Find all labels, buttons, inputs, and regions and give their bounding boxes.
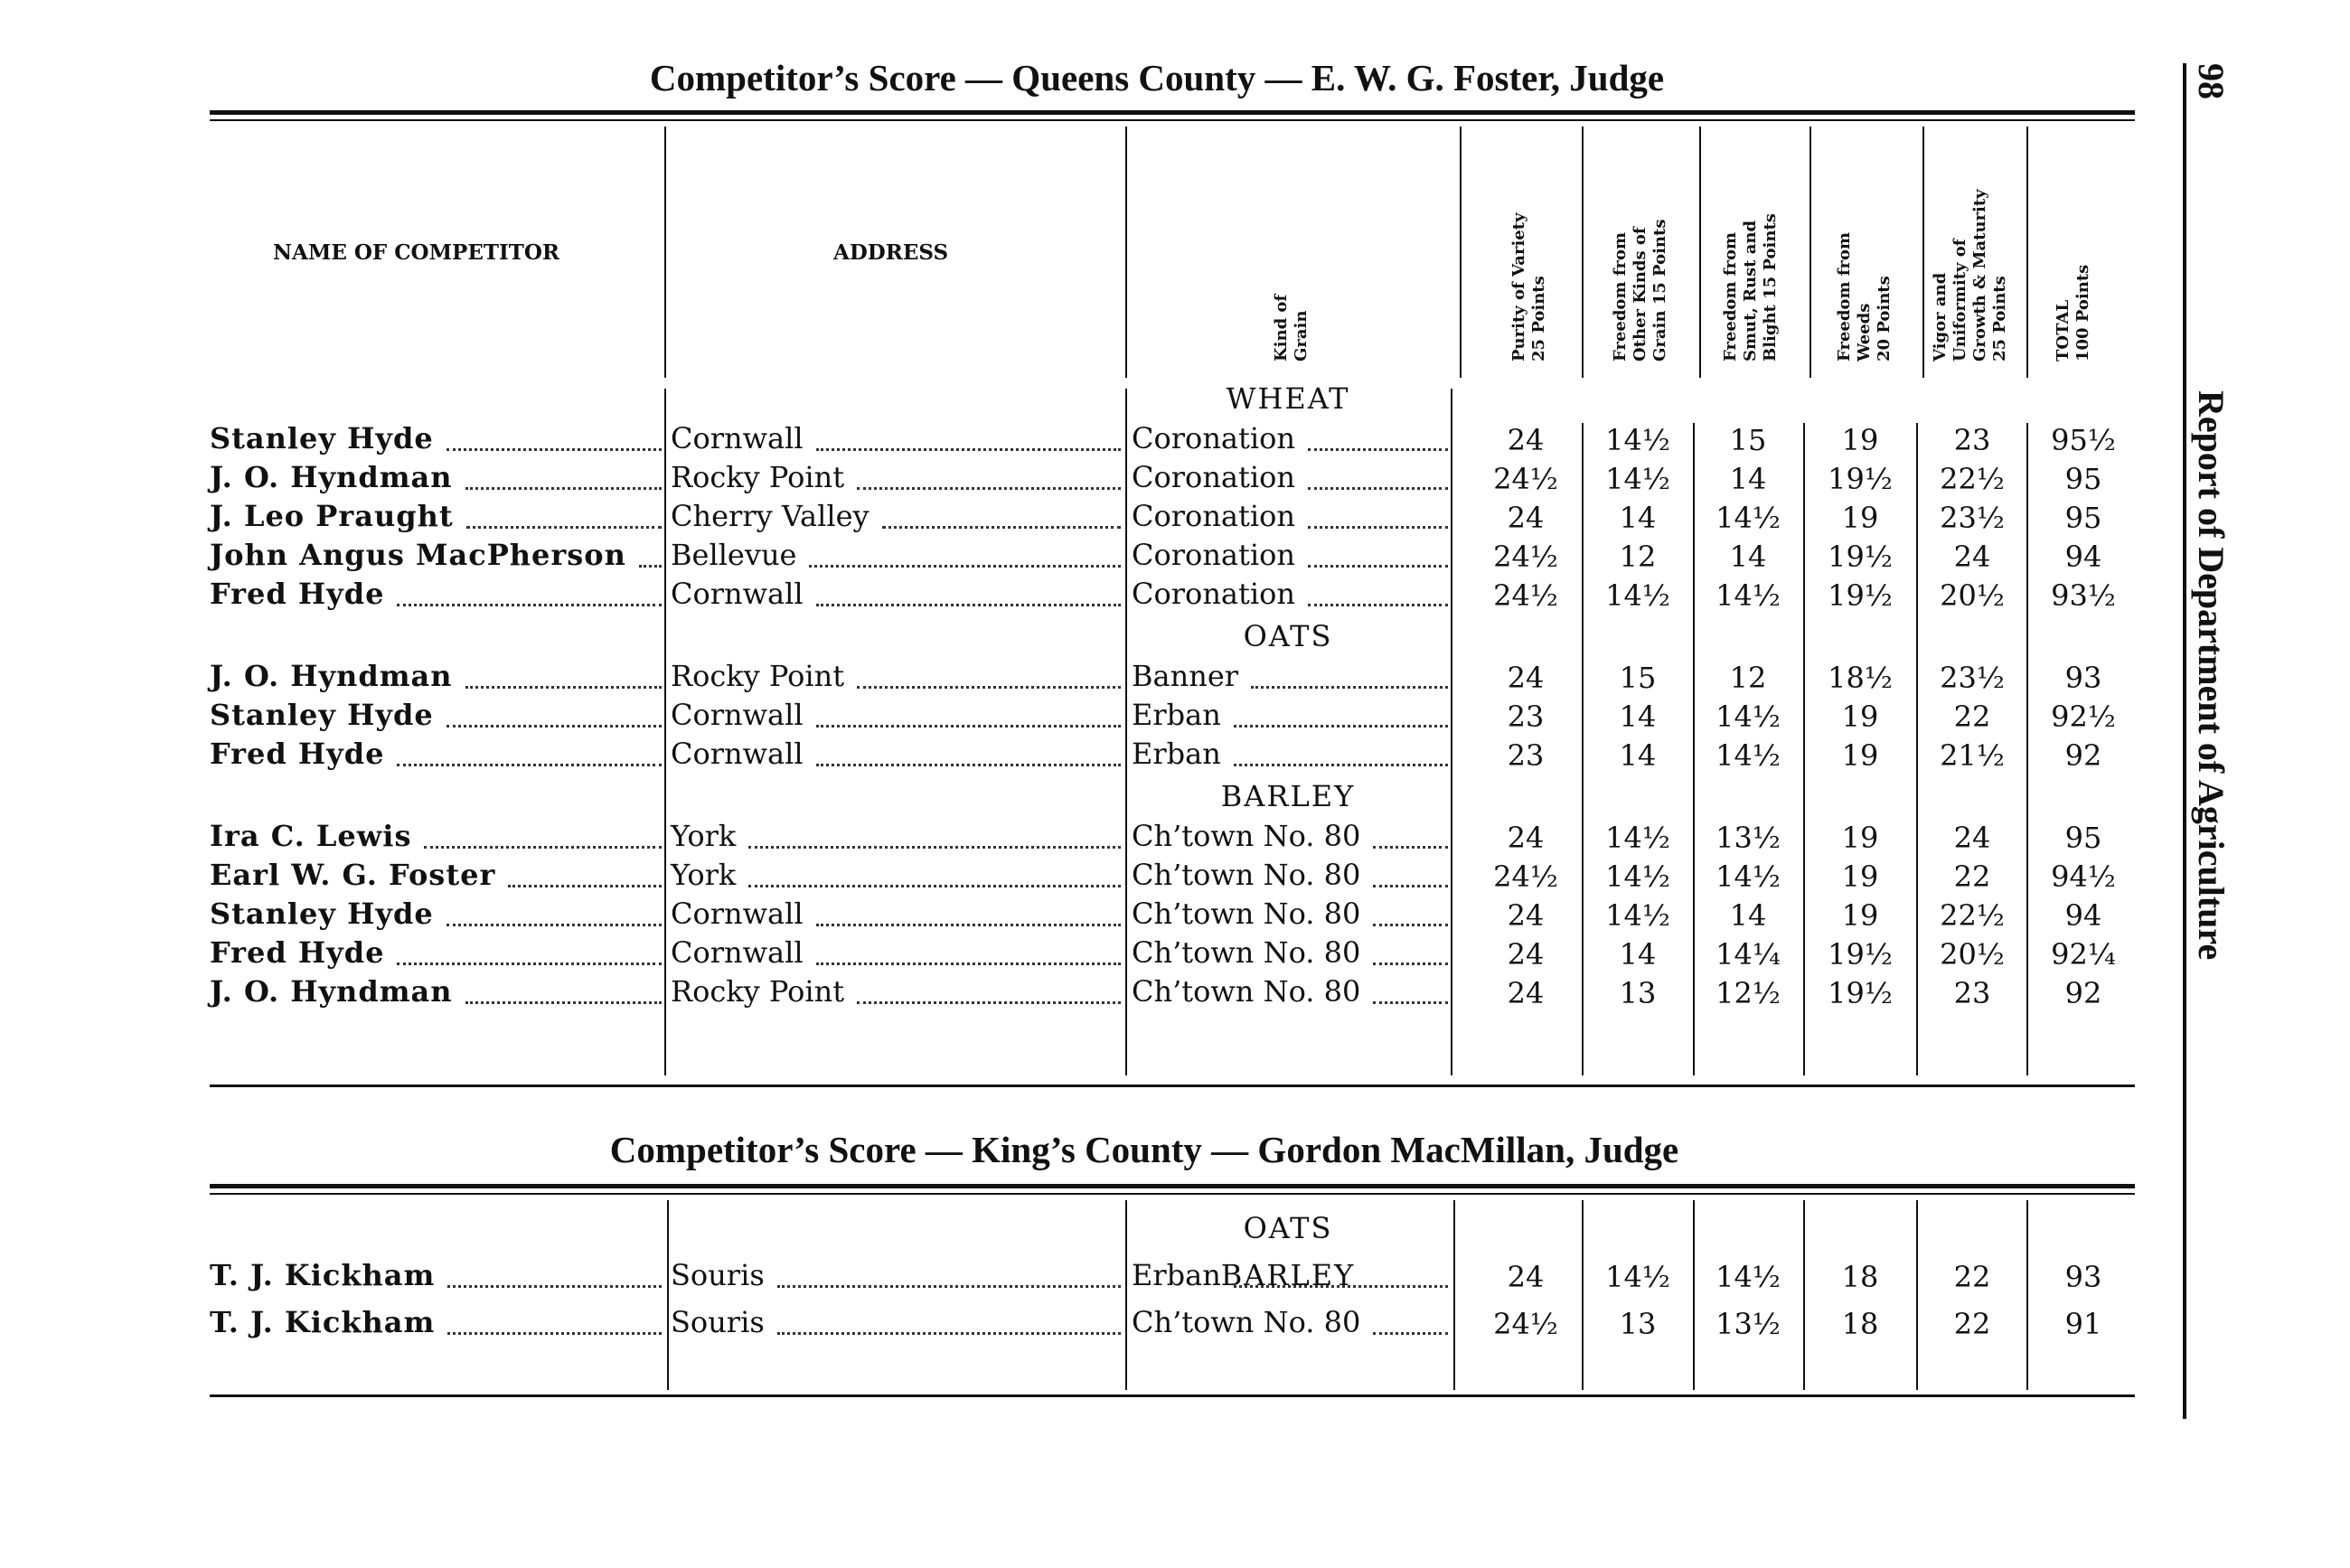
score-cell: 15 [1729, 423, 1767, 457]
dot-leader [816, 764, 1121, 766]
grain-variety: Banner [1132, 659, 1239, 693]
grain-variety: Coronation [1132, 577, 1295, 611]
score-cell: 24 [1507, 898, 1545, 933]
competitor-address: York [671, 858, 737, 892]
score-cell: 23 [1507, 738, 1545, 773]
score-cell: 24 [1953, 540, 1991, 574]
score-cell: 92 [2064, 976, 2102, 1010]
score-cell: 14½ [1605, 462, 1670, 496]
header-divider [1699, 127, 1701, 378]
score-cell: 24 [1507, 1260, 1545, 1294]
competitor-name: Fred Hyde [210, 577, 385, 611]
kings-divider [1582, 1200, 1584, 1390]
grain-variety: Erban [1132, 698, 1221, 732]
dot-leader [777, 1285, 1121, 1288]
score-cell: 93½ [2051, 578, 2116, 613]
grain-variety: Coronation [1132, 460, 1295, 494]
section-heading: OATS [1243, 619, 1333, 653]
kings-double-rule-2 [210, 1193, 2135, 1195]
header-divider [1460, 127, 1462, 378]
score-cell: 22½ [1940, 462, 2005, 496]
competitor-address: Rocky Point [671, 974, 845, 1009]
score-cell: 20½ [1940, 578, 2005, 613]
score-cell: 12 [1729, 661, 1767, 695]
kings-divider [1125, 1200, 1127, 1390]
score-cell: 24 [1507, 821, 1545, 855]
score-cell: 24½ [1493, 540, 1558, 574]
competitor-name: Ira C. Lewis [210, 819, 412, 853]
dot-leader [1234, 764, 1448, 766]
score-cell: 19 [1841, 859, 1879, 894]
score-cell: 14½ [1605, 578, 1670, 613]
body-divider [1451, 389, 1452, 1075]
competitor-name: J. Leo Praught [210, 499, 454, 533]
column-header-freedom-other-grain: Freedom from Other Kinds of Grain 15 Points [1611, 219, 1669, 361]
dot-leader [446, 725, 662, 728]
dot-leader [816, 448, 1121, 451]
score-cell: 14 [1729, 462, 1767, 496]
kings-bottom-rule [210, 1394, 2135, 1397]
grain-variety: Coronation [1132, 421, 1295, 455]
body-divider [1125, 389, 1127, 1075]
score-cell: 14 [1729, 540, 1767, 574]
kings-divider [1916, 1200, 1918, 1390]
score-cell: 18 [1841, 1307, 1879, 1341]
dot-leader [447, 1332, 662, 1335]
competitor-name: T. J. Kickham [210, 1305, 436, 1339]
score-cell: 14 [1619, 738, 1657, 773]
dot-leader [816, 924, 1121, 926]
dot-leader [446, 924, 662, 926]
score-cell: 18 [1841, 1260, 1879, 1294]
score-cell: 19 [1841, 423, 1879, 457]
score-cell: 92½ [2051, 699, 2116, 734]
dot-leader [777, 1332, 1121, 1335]
score-cell: 14½ [1605, 898, 1670, 933]
dot-leader [748, 846, 1121, 849]
score-cell: 19 [1841, 898, 1879, 933]
score-cell: 20½ [1940, 937, 2005, 972]
score-cell: 23 [1507, 699, 1545, 734]
score-cell: 14 [1729, 898, 1767, 933]
score-cell: 23 [1953, 423, 1991, 457]
score-cell: 19 [1841, 699, 1879, 734]
header-divider [1125, 127, 1127, 378]
score-cell: 24½ [1493, 462, 1558, 496]
page-number: 98 [2191, 63, 2232, 99]
score-cell: 18½ [1828, 661, 1893, 695]
score-cell: 24½ [1493, 578, 1558, 613]
score-cell: 94 [2064, 898, 2102, 933]
score-cell: 12½ [1716, 976, 1781, 1010]
competitor-address: Rocky Point [671, 460, 845, 494]
competitor-address: Cornwall [671, 935, 804, 970]
dot-leader [882, 526, 1121, 529]
score-cell: 14½ [1716, 1260, 1781, 1294]
dot-leader [857, 686, 1121, 689]
dot-leader [446, 448, 662, 451]
score-cell: 13 [1619, 976, 1657, 1010]
grain-variety: Ch’town No. 80 [1132, 819, 1361, 853]
column-header-name: NAME OF COMPETITOR [273, 240, 560, 265]
score-cell: 93 [2064, 661, 2102, 695]
queens-table-title: Competitor’s Score — Queens County — E. W. G. Foster, Judge [649, 57, 1665, 99]
score-cell: 14 [1619, 937, 1657, 972]
score-cell: 22 [1953, 1260, 1991, 1294]
section-heading: WHEAT [1226, 381, 1350, 416]
score-cell: 95 [2064, 821, 2102, 855]
header-divider [1922, 127, 1924, 378]
column-header-kind-of-grain: Kind of Grain [1272, 294, 1311, 361]
dot-leader [397, 764, 662, 766]
score-cell: 94½ [2051, 859, 2116, 894]
grain-variety: Ch’town No. 80 [1132, 935, 1361, 970]
score-cell: 23½ [1940, 661, 2005, 695]
dot-leader [1308, 526, 1448, 529]
score-cell: 95 [2064, 462, 2102, 496]
score-cell: 14½ [1605, 423, 1670, 457]
score-cell: 14½ [1716, 501, 1781, 535]
section-heading: OATS [1243, 1211, 1333, 1245]
score-cell: 24 [1507, 976, 1545, 1010]
score-cell: 14½ [1605, 821, 1670, 855]
dot-leader [809, 565, 1121, 568]
grain-variety: Erban [1132, 1258, 1221, 1292]
score-cell: 24 [1507, 937, 1545, 972]
top-double-rule-1 [210, 110, 2135, 115]
score-cell: 22 [1953, 859, 1991, 894]
competitor-address: Cornwall [671, 737, 804, 771]
dot-leader [857, 487, 1121, 490]
dot-leader [465, 1001, 662, 1004]
score-cell: 14½ [1605, 1260, 1670, 1294]
score-cell: 19½ [1828, 540, 1893, 574]
dot-leader [1308, 487, 1448, 490]
section-heading: BARLEY [1220, 1258, 1356, 1292]
competitor-name: Earl W. G. Foster [210, 858, 496, 892]
dot-leader [1373, 1332, 1448, 1335]
score-cell: 95 [2064, 501, 2102, 535]
score-cell: 15 [1619, 661, 1657, 695]
competitor-address: Souris [671, 1258, 765, 1292]
competitor-address: Cornwall [671, 897, 804, 931]
competitor-name: T. J. Kickham [210, 1258, 436, 1292]
competitor-name: J. O. Hyndman [210, 460, 453, 494]
dot-leader [447, 1285, 662, 1288]
competitor-address: Bellevue [671, 538, 797, 572]
dot-leader [816, 725, 1121, 728]
grain-variety: Coronation [1132, 499, 1295, 533]
queens-bottom-rule [210, 1084, 2135, 1087]
score-cell: 14 [1619, 699, 1657, 734]
score-cell: 24 [1953, 821, 1991, 855]
competitor-address: Cherry Valley [671, 499, 870, 533]
score-cell: 14½ [1716, 738, 1781, 773]
column-header-address: ADDRESS [833, 240, 949, 265]
dot-leader [748, 885, 1121, 887]
dot-leader [1373, 885, 1448, 887]
dot-leader [1308, 565, 1448, 568]
header-divider [664, 127, 666, 378]
score-cell: 22 [1953, 1307, 1991, 1341]
score-cell: 19½ [1828, 462, 1893, 496]
kings-divider [1453, 1200, 1455, 1390]
score-cell: 92¼ [2051, 937, 2116, 972]
score-cell: 14 [1619, 501, 1657, 535]
column-header-freedom-smut: Freedom from Smut, Rust and Blight 15 Points [1721, 213, 1780, 361]
column-header-vigor: Vigor and Uniformity of Growth & Maturity 25 Points [1931, 189, 2009, 361]
score-cell: 24 [1507, 501, 1545, 535]
score-cell: 92 [2064, 738, 2102, 773]
dot-leader [1373, 962, 1448, 965]
score-cell: 23½ [1940, 501, 2005, 535]
score-cell: 23 [1953, 976, 1991, 1010]
score-cell: 91 [2064, 1307, 2102, 1341]
column-header-total: TOTAL 100 Points [2054, 264, 2092, 361]
dot-leader [1373, 1001, 1448, 1004]
dot-leader [508, 885, 662, 887]
competitor-address: Souris [671, 1305, 765, 1339]
kings-divider [2026, 1200, 2028, 1390]
score-cell: 94 [2064, 540, 2102, 574]
grain-variety: Ch’town No. 80 [1132, 897, 1361, 931]
kings-divider [1693, 1200, 1695, 1390]
competitor-address: Cornwall [671, 577, 804, 611]
competitor-name: Fred Hyde [210, 935, 385, 970]
score-cell: 24½ [1493, 859, 1558, 894]
grain-variety: Erban [1132, 737, 1221, 771]
score-cell: 13½ [1716, 821, 1781, 855]
dot-leader [465, 686, 662, 689]
body-divider [2026, 423, 2028, 1075]
score-cell: 19 [1841, 821, 1879, 855]
score-cell: 14½ [1605, 859, 1670, 894]
score-cell: 14½ [1716, 578, 1781, 613]
header-divider [2026, 127, 2028, 378]
dot-leader [424, 846, 662, 849]
dot-leader [397, 962, 662, 965]
competitor-name: J. O. Hyndman [210, 659, 453, 693]
score-cell: 14½ [1716, 859, 1781, 894]
dot-leader [857, 1001, 1121, 1004]
score-cell: 13½ [1716, 1307, 1781, 1341]
score-cell: 22½ [1940, 898, 2005, 933]
competitor-name: Fred Hyde [210, 737, 385, 771]
dot-leader [1308, 448, 1448, 451]
grain-variety: Ch’town No. 80 [1132, 858, 1361, 892]
score-cell: 93 [2064, 1260, 2102, 1294]
grain-variety: Ch’town No. 80 [1132, 1305, 1361, 1339]
competitor-name: J. O. Hyndman [210, 974, 453, 1009]
score-cell: 24 [1507, 423, 1545, 457]
competitor-address: York [671, 819, 737, 853]
column-header-purity: Purity of Variety 25 Points [1509, 212, 1548, 361]
header-divider [1582, 127, 1584, 378]
score-cell: 19 [1841, 738, 1879, 773]
grain-variety: Coronation [1132, 538, 1295, 572]
score-cell: 19½ [1828, 976, 1893, 1010]
dot-leader [639, 565, 662, 568]
dot-leader [1251, 686, 1448, 689]
margin-rule [2183, 63, 2186, 1419]
competitor-name: Stanley Hyde [210, 698, 434, 732]
dot-leader [465, 487, 662, 490]
score-cell: 22 [1953, 699, 1991, 734]
grain-variety: Ch’town No. 80 [1132, 974, 1361, 1009]
header-divider [1810, 127, 1811, 378]
competitor-address: Rocky Point [671, 659, 845, 693]
kings-double-rule-1 [210, 1184, 2135, 1188]
score-cell: 19½ [1828, 578, 1893, 613]
dot-leader [466, 526, 662, 529]
dot-leader [397, 604, 662, 606]
dot-leader [816, 604, 1121, 606]
score-cell: 24½ [1493, 1307, 1558, 1341]
kings-divider [1803, 1200, 1805, 1390]
competitor-name: Stanley Hyde [210, 897, 434, 931]
body-divider [664, 389, 666, 1075]
score-cell: 13 [1619, 1307, 1657, 1341]
score-cell: 12 [1619, 540, 1657, 574]
running-head: Report of Department of Agriculture [2191, 390, 2232, 961]
section-heading: BARLEY [1220, 779, 1356, 813]
score-cell: 19 [1841, 501, 1879, 535]
score-cell: 95½ [2051, 423, 2116, 457]
dot-leader [1373, 846, 1448, 849]
competitor-name: John Angus MacPherson [210, 538, 626, 572]
dot-leader [1308, 604, 1448, 606]
body-divider [1803, 423, 1805, 1075]
score-cell: 14¼ [1716, 937, 1781, 972]
dot-leader [1234, 725, 1448, 728]
kings-divider [667, 1200, 669, 1390]
score-cell: 19½ [1828, 937, 1893, 972]
score-cell: 14½ [1716, 699, 1781, 734]
competitor-address: Cornwall [671, 698, 804, 732]
competitor-address: Cornwall [671, 421, 804, 455]
dot-leader [1373, 924, 1448, 926]
kings-table-title: Competitor’s Score — King’s County — Gordon MacMillan, Judge [609, 1129, 1679, 1170]
competitor-name: Stanley Hyde [210, 421, 434, 455]
score-cell: 21½ [1940, 738, 2005, 773]
top-double-rule-2 [210, 119, 2135, 121]
column-header-freedom-weeds: Freedom from Weeds 20 Points [1835, 231, 1894, 361]
dot-leader [816, 962, 1121, 965]
score-cell: 24 [1507, 661, 1545, 695]
